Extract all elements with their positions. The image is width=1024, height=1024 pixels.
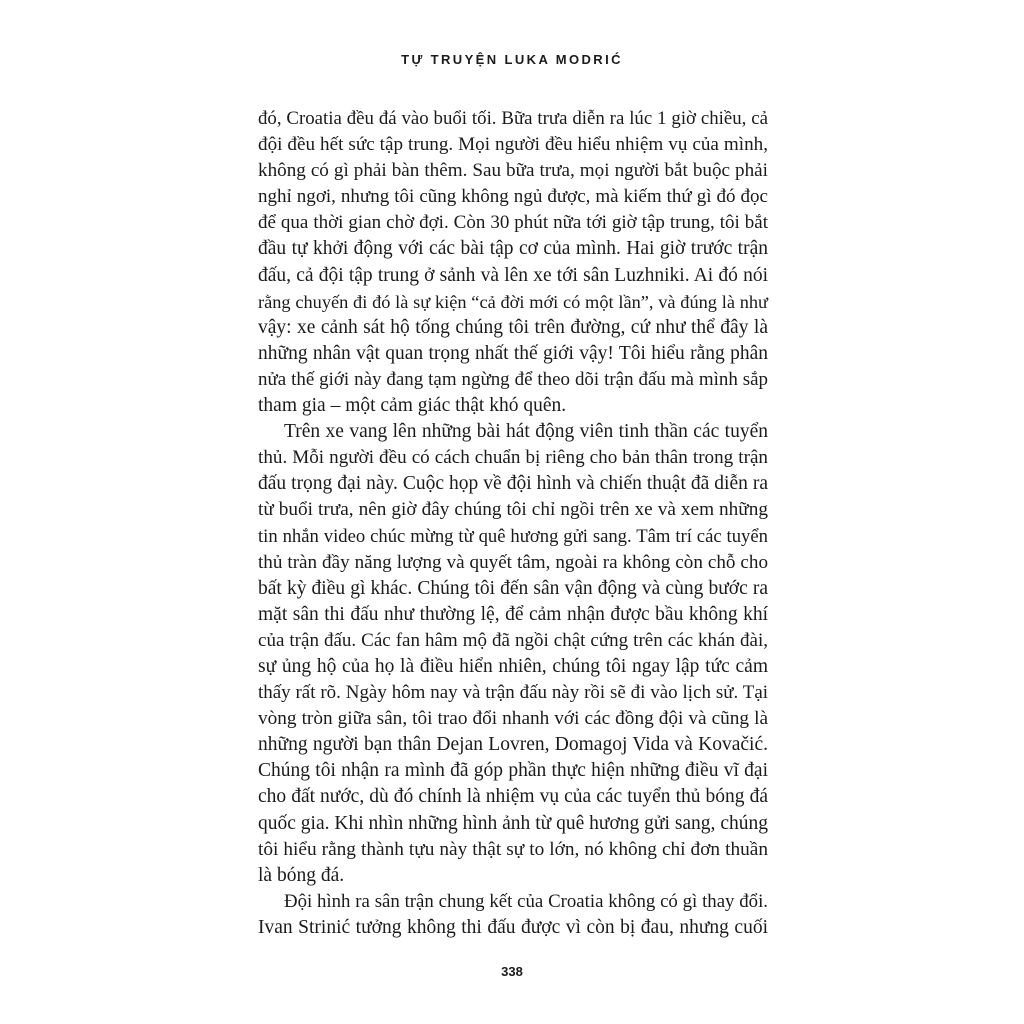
text-line: những người bạn thân Dejan Lovren, Domagoj Vida và Kovačić. — [258, 734, 768, 756]
text-line: tham gia – một cảm giác thật khó quên. — [258, 395, 567, 417]
text-line: không có gì phải bàn thêm. Sau bữa trưa, mọi người bắt buộc phải — [258, 160, 768, 182]
text-line: của trận đấu. Các fan hâm mộ đã ngồi chật cứng trên các khán đài, — [258, 629, 768, 651]
text-line: thủ. Mỗi người đều có cách chuẩn bị riêng cho bản thân trong trận — [258, 447, 768, 469]
text-line: để qua thời gian chờ đợi. Còn 30 phút nữa tới giờ tập trung, tôi bắt — [258, 212, 768, 234]
text-line: đó, Croatia đều đá vào buổi tối. Bữa trưa diễn ra lúc 1 giờ chiều, cả — [258, 108, 768, 129]
text-line: sự ủng hộ của họ là điều hiển nhiên, chúng tôi ngay lập tức cảm — [258, 655, 768, 677]
text-line: rằng chuyến đi đó là sự kiện “cả đời mới có một lần”, và đúng là như — [258, 291, 768, 312]
text-line: là bóng đá. — [258, 864, 345, 886]
text-line: đầu tự khởi động với các bài tập cơ của mình. Hai giờ trước trận — [258, 238, 768, 260]
paragraph-3 — [258, 889, 768, 941]
text-line: đội đều hết sức tập trung. Mọi người đều hiểu nhiệm vụ của mình, — [258, 134, 768, 156]
text-line: đấu trọng đại này. Cuộc họp về đội hình và chiến thuật đã diễn ra — [258, 473, 768, 495]
text-line: đấu, cả đội tập trung ở sảnh và lên xe tới sân Luzhniki. Ai đó nói — [258, 264, 768, 286]
text-line: tôi hiểu rằng thành tựu này thật sự to lớn, nó không chỉ đơn thuần — [258, 838, 768, 860]
text-line: những nhân vật quan trọng nhất thế giới vậy! Tôi hiểu rằng phân — [258, 342, 768, 364]
text-line: mặt sân thi đấu như thường lệ, để cảm nhận được bầu không khí — [258, 603, 768, 625]
text-line: Đội hình ra sân trận chung kết của Croatia không có gì thay đổi. — [284, 890, 768, 912]
text-line: từ buổi trưa, nên giờ đây chúng tôi chỉ ngồi trên xe và xem những — [258, 499, 768, 521]
text-line: vậy: xe cảnh sát hộ tống chúng tôi trên đường, cứ như thể đây là — [258, 316, 768, 338]
paragraph-2 — [258, 419, 768, 889]
text-line: nửa thế giới này đang tạm ngừng để theo dõi trận đấu mà mình sắp — [258, 368, 768, 390]
text-line: vòng tròn giữa sân, tôi trao đổi nhanh với các đồng đội và cũng là — [258, 708, 768, 730]
text-line: bất kỳ điều gì khác. Chúng tôi đến sân vận động và cùng bước ra — [258, 577, 768, 599]
body-text — [258, 106, 768, 941]
paragraph-1 — [258, 106, 768, 419]
text-line: tin nhắn video chúc mừng từ quê hương gửi sang. Tâm trí các tuyển — [258, 525, 768, 547]
text-line: Ivan Strinić tưởng không thi đấu được vì còn bị đau, nhưng cuối — [258, 916, 768, 938]
text-line: quốc gia. Khi nhìn những hình ảnh từ quê hương gửi sang, chúng — [258, 812, 768, 834]
text-line: Trên xe vang lên những bài hát động viên tinh thần các tuyển — [284, 421, 768, 443]
text-line: thấy rất rõ. Ngày hôm nay và trận đấu này rồi sẽ đi vào lịch sử. Tại — [258, 682, 768, 704]
running-title: TỰ TRUYỆN LUKA MODRIĆ — [401, 52, 623, 67]
text-line: nghỉ ngơi, nhưng tôi cũng không ngủ được, mà kiếm thứ gì đó đọc — [258, 186, 768, 208]
page-number: 338 — [501, 964, 523, 979]
text-line: Chúng tôi nhận ra mình đã góp phần thực hiện những điều vĩ đại — [258, 760, 768, 782]
text-line: cho đất nước, dù đó chính là nhiệm vụ của các tuyển thủ bóng đá — [258, 786, 768, 808]
text-line: thủ tràn đầy năng lượng và quyết tâm, ngoài ra không còn chỗ cho — [258, 551, 768, 573]
